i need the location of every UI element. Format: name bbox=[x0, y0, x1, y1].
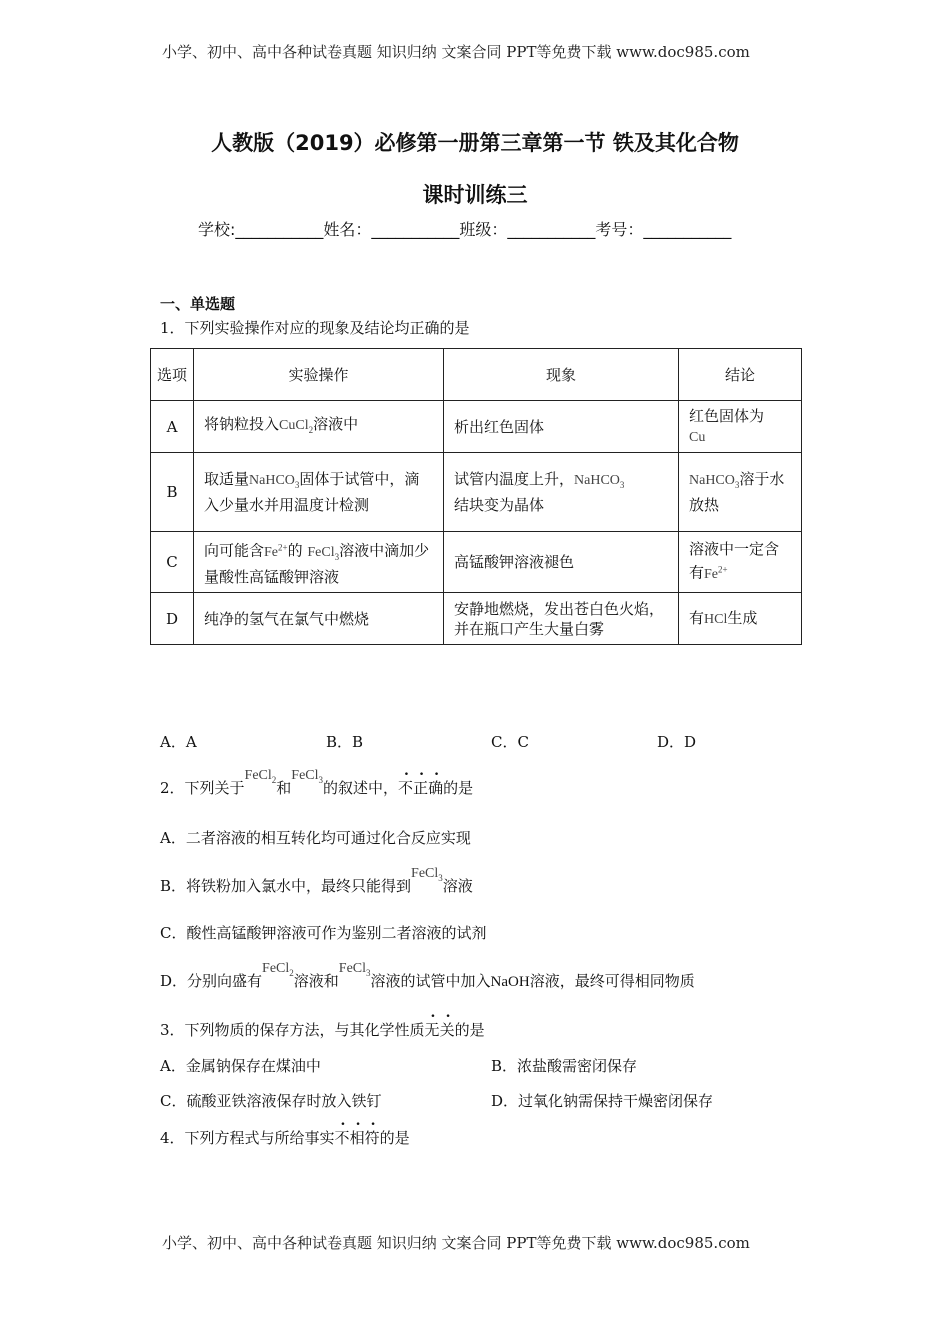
operation-cell: 向可能含$Fe^{2+}$的 FeCl$_3$溶液中滴加少量酸性高锰酸钾溶液 bbox=[194, 532, 444, 593]
table-header-cell: 现象 bbox=[444, 349, 679, 401]
emphasis-char: 确 bbox=[428, 779, 444, 797]
option-cell: A bbox=[151, 401, 194, 453]
table-row bbox=[151, 593, 802, 645]
q2-choice-c[interactable]: C．酸性高锰酸钾溶液可作为鉴别二者溶液的试剂 bbox=[160, 924, 487, 942]
question-2-stem: 2．下列关于FeCl$_2$和FeCl$_3$的叙述中，不正确的是 bbox=[160, 768, 474, 797]
table-header-cell: 实验操作 bbox=[194, 349, 444, 401]
conclusion-cell: 有HCl生成 bbox=[679, 593, 802, 645]
conclusion-cell: 溶液中一定含有$Fe^{2+}$ bbox=[679, 532, 802, 593]
table-row bbox=[151, 453, 802, 532]
document-subtitle: 课时训练三 bbox=[422, 183, 528, 207]
q1-choice-d[interactable]: D．D bbox=[657, 733, 697, 751]
q2-choice-b[interactable]: B．将铁粉加入氯水中，最终只能得到FeCl$_3$溶液 bbox=[160, 866, 473, 895]
q1-choice-b[interactable]: B．B bbox=[326, 733, 364, 751]
student-info-line: 学校:___________姓名：___________班级：___________考号：___________ bbox=[198, 220, 732, 239]
emphasis-char: 不 bbox=[398, 779, 414, 797]
question-4-stem: 4．下列方程式与所给事实不相符的是 bbox=[160, 1129, 410, 1147]
table-row bbox=[151, 532, 802, 593]
phenomenon-cell: 试管内温度上升，NaHCO$_3$ 结块变为晶体 bbox=[444, 453, 679, 532]
page-footer: 小学、初中、高中各种试卷真题 知识归纳 文案合同 PPT等免费下载 www.doc985.com bbox=[162, 1234, 750, 1252]
operation-cell: 取适量NaHCO$_3$固体于试管中，滴入少量水并用温度计检测 bbox=[194, 453, 444, 532]
q2-choice-d[interactable]: D．分别向盛有FeCl$_2$溶液和FeCl$_3$溶液的试管中加入NaOH溶液，最终可得相同物质 bbox=[160, 961, 695, 990]
option-cell: D bbox=[151, 593, 194, 645]
question-3-stem: 3．下列物质的保存方法，与其化学性质无关的是 bbox=[160, 1021, 485, 1039]
conclusion-cell: NaHCO$_3$溶于水放热 bbox=[679, 453, 802, 532]
section-heading: 一、单选题 bbox=[160, 295, 236, 313]
option-cell: B bbox=[151, 453, 194, 532]
question-1-table bbox=[150, 348, 802, 645]
phenomenon-cell: 高锰酸钾溶液褪色 bbox=[444, 532, 679, 593]
document-title: 人教版（2019）必修第一册第三章第一节 铁及其化合物 bbox=[211, 131, 739, 155]
q3-choice-d[interactable]: D．过氧化钠需保持干燥密闭保存 bbox=[491, 1092, 714, 1110]
operation-cell: 将钠粒投入CuCl$_2$溶液中 bbox=[194, 401, 444, 453]
q3-choice-a[interactable]: A．金属钠保存在煤油中 bbox=[160, 1057, 321, 1075]
table-header-cell: 选项 bbox=[151, 349, 194, 401]
emphasis-char: 关 bbox=[439, 1021, 455, 1039]
phenomenon-cell: 析出红色固体 bbox=[444, 401, 679, 453]
conclusion-cell: 红色固体为 Cu bbox=[679, 401, 802, 453]
phenomenon-cell: 安静地燃烧，发出苍白色火焰，并在瓶口产生大量白雾 bbox=[444, 593, 679, 645]
emphasis-char: 无 bbox=[424, 1021, 440, 1039]
q2-choice-a[interactable]: A．二者溶液的相互转化均可通过化合反应实现 bbox=[160, 829, 471, 847]
page-header: 小学、初中、高中各种试卷真题 知识归纳 文案合同 PPT等免费下载 www.doc985.com bbox=[162, 43, 750, 61]
table-header-row bbox=[151, 349, 802, 401]
q3-choice-c[interactable]: C．硫酸亚铁溶液保存时放入铁钉 bbox=[160, 1092, 382, 1110]
operation-cell: 纯净的氢气在氯气中燃烧 bbox=[194, 593, 444, 645]
q1-choice-c[interactable]: C．C bbox=[491, 733, 529, 751]
q3-choice-b[interactable]: B．浓盐酸需密闭保存 bbox=[491, 1057, 638, 1075]
table-row bbox=[151, 401, 802, 453]
option-cell: C bbox=[151, 532, 194, 593]
emphasis-char: 不 bbox=[334, 1129, 350, 1147]
q1-choice-a[interactable]: A．A bbox=[160, 733, 197, 751]
question-1-stem: 1．下列实验操作对应的现象及结论均正确的是 bbox=[160, 319, 470, 337]
table-header-cell: 结论 bbox=[679, 349, 802, 401]
emphasis-char: 正 bbox=[413, 779, 429, 797]
emphasis-char: 符 bbox=[364, 1129, 380, 1147]
emphasis-char: 相 bbox=[349, 1129, 365, 1147]
